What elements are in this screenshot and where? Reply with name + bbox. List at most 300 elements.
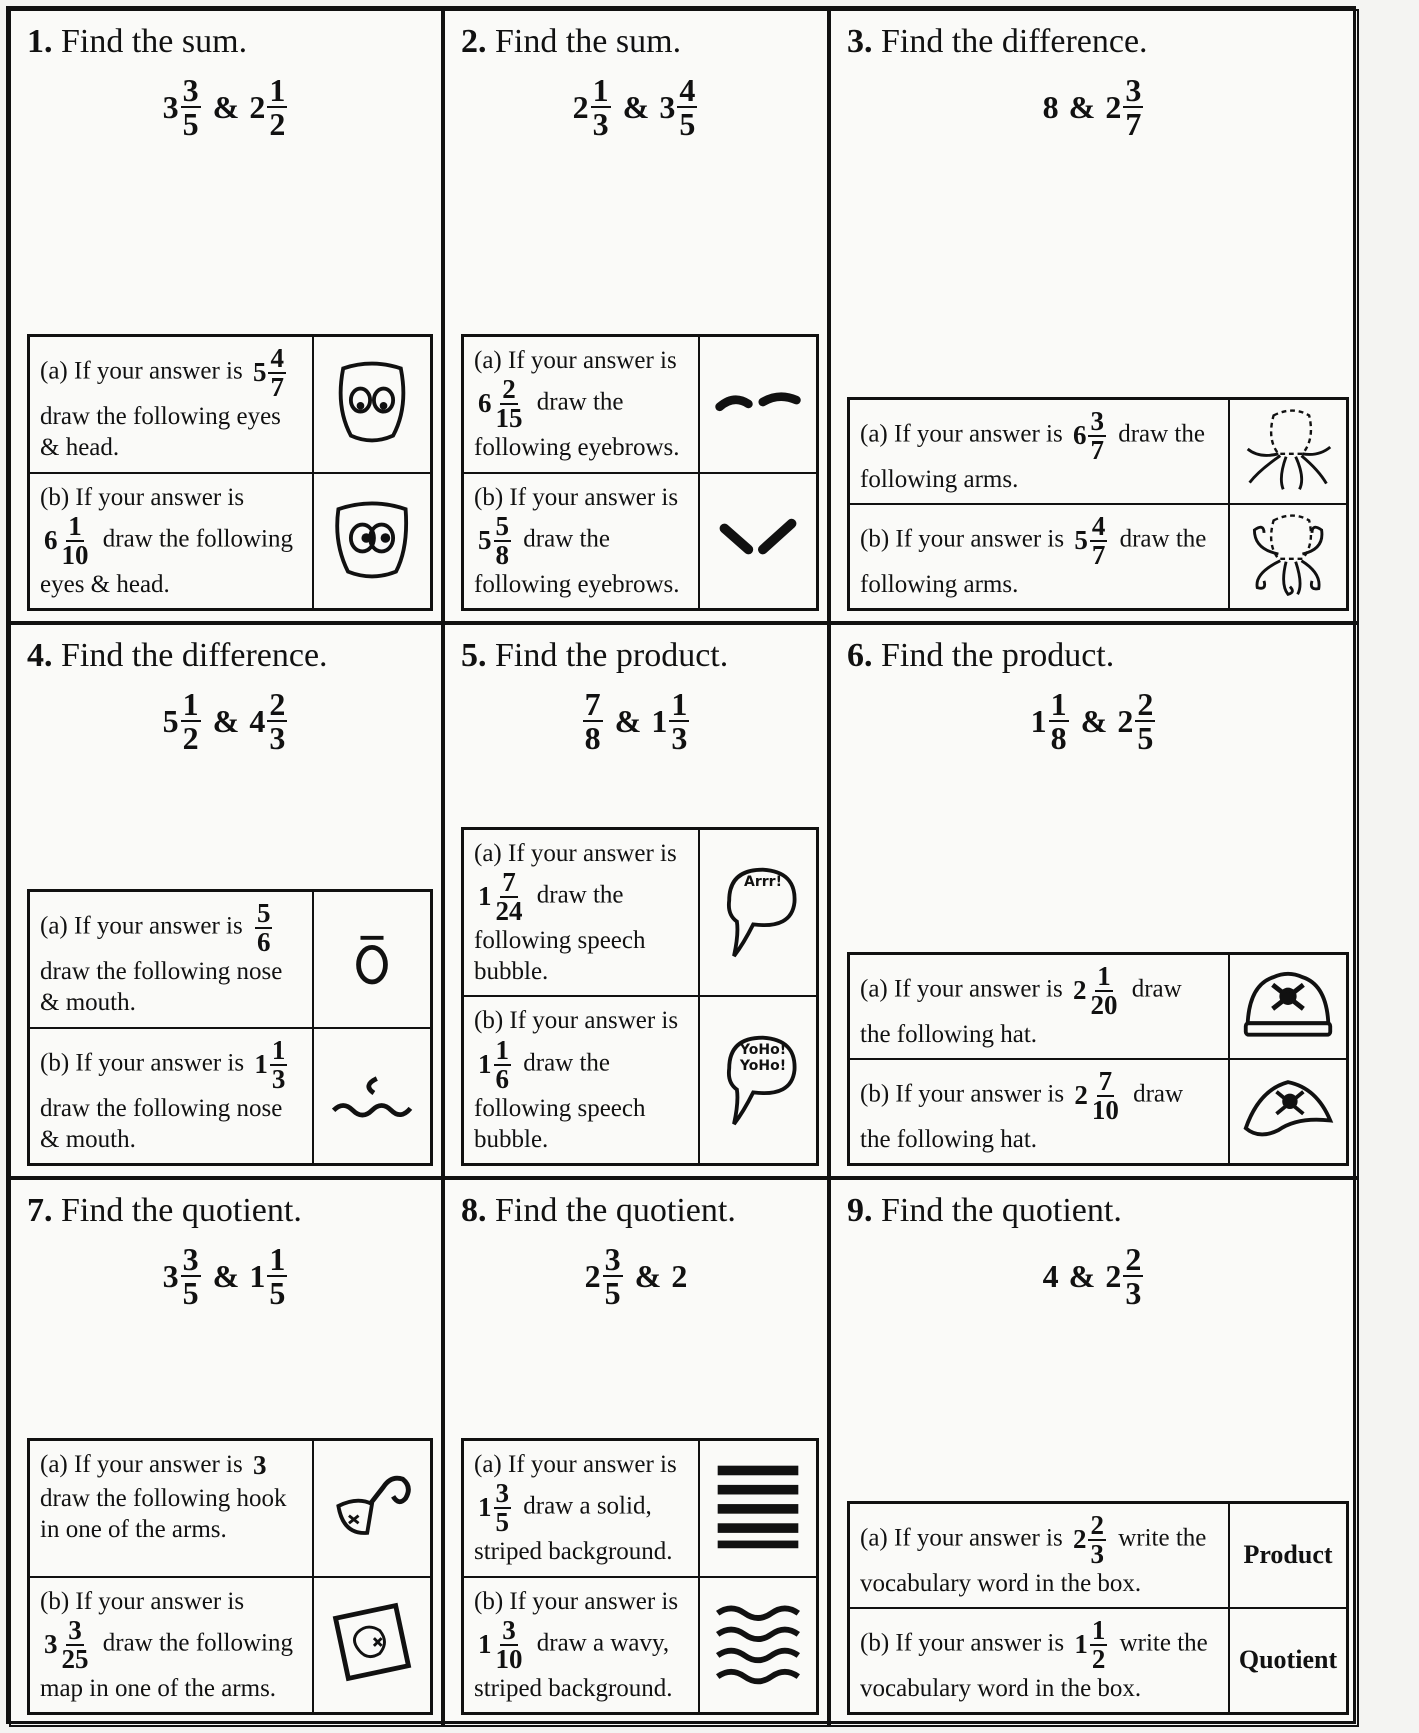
- fraction: [669, 686, 689, 757]
- fraction: [494, 376, 525, 432]
- denominator: 7: [1091, 539, 1106, 570]
- choice-prompt: (b) If your answer is: [474, 1007, 679, 1035]
- mixed-number: [478, 510, 513, 570]
- whole-part: 4: [1042, 1257, 1059, 1294]
- problem-cell-3: [829, 9, 1359, 623]
- choice-b-picture: [313, 473, 431, 610]
- mixed-number: [1074, 1614, 1109, 1674]
- denominator: 3: [1125, 1275, 1142, 1312]
- whole-part: 3: [162, 1257, 179, 1294]
- choice-instruction: write the vocabulary word in the box.: [860, 1524, 1207, 1597]
- choice-a-text: [29, 891, 313, 1028]
- problem-heading: [27, 23, 425, 60]
- mixed-number: [253, 900, 275, 956]
- wavy-mouth-icon: [324, 1045, 420, 1146]
- fraction: [494, 1480, 512, 1536]
- choice-prompt: (b) If your answer is: [40, 483, 245, 511]
- whole-part: 6: [478, 388, 492, 419]
- answer-value: [1074, 1614, 1109, 1674]
- problem-heading: [847, 1192, 1341, 1229]
- answer-value: [1072, 960, 1122, 1020]
- mixed-number: [1030, 686, 1071, 757]
- fraction: [1090, 510, 1108, 570]
- choice-b-text: [849, 1059, 1229, 1164]
- problem-cell-1: [9, 9, 443, 623]
- numerator: 2: [1137, 686, 1154, 723]
- mixed-number: [1105, 1241, 1145, 1312]
- choice-instruction: draw the following eyes & head.: [40, 403, 281, 462]
- choice-instruction: draw the following arms.: [860, 420, 1205, 493]
- answer-value: [478, 1480, 513, 1536]
- mixed-number: [1072, 960, 1122, 1020]
- choice-a-text: [849, 399, 1229, 504]
- answer-value: [1074, 510, 1109, 570]
- numerator: 1: [271, 1034, 286, 1065]
- bubble-text: YoHo! YoHo!: [739, 1041, 787, 1074]
- mixed-number: [1072, 405, 1108, 465]
- mixed-number: [249, 686, 289, 757]
- problem-instruction: Find the product.: [495, 637, 729, 674]
- problem-expression: [27, 72, 425, 143]
- problem-number: 9.: [847, 1192, 873, 1229]
- fraction: [603, 1241, 623, 1312]
- choice-instruction: draw the following map in one of the arms.: [40, 1629, 293, 1702]
- hook-icon: [324, 1458, 420, 1559]
- numerator: 1: [1091, 1614, 1106, 1645]
- problem-expression: [461, 1241, 811, 1312]
- denominator: 10: [1091, 1094, 1119, 1125]
- choice-b-text: [29, 1577, 313, 1714]
- solid-stripes-icon: [710, 1458, 806, 1559]
- fraction: [268, 345, 286, 401]
- choice-prompt: (b) If your answer is: [860, 525, 1071, 553]
- choice-a-picture: [699, 336, 817, 473]
- whole-part: 1: [478, 1628, 492, 1659]
- choice-instruction: draw the following speech bubble.: [474, 881, 646, 985]
- choice-prompt: (a) If your answer is: [40, 1451, 249, 1478]
- numerator: 2: [502, 374, 516, 405]
- numerator: 3: [1090, 405, 1104, 436]
- answer-choices: [847, 952, 1349, 1167]
- mixed-number: [651, 686, 691, 757]
- choice-instruction: draw a solid, striped background.: [474, 1492, 673, 1566]
- numerator: 1: [182, 686, 199, 723]
- numerator: 3: [68, 1614, 82, 1645]
- map-icon: [324, 1594, 420, 1695]
- problem-instruction: Find the quotient.: [881, 1192, 1122, 1229]
- answer-choices: [847, 1501, 1349, 1716]
- problem-heading: [27, 1192, 425, 1229]
- choice-b-picture: [699, 996, 817, 1164]
- mixed-number: [1074, 1065, 1123, 1125]
- numerator: 1: [592, 72, 609, 109]
- mixed-number: [572, 72, 613, 143]
- mixed-number: [478, 1480, 513, 1536]
- fraction: [494, 1614, 525, 1674]
- problem-cell-4: [9, 623, 443, 1178]
- choice-a-picture: [1229, 399, 1347, 504]
- mixed-number: [253, 345, 288, 401]
- wavy-stripes-icon: [710, 1594, 806, 1695]
- whole-part: 1: [1074, 1628, 1088, 1659]
- denominator: 5: [182, 106, 199, 143]
- answer-choices: [461, 1438, 819, 1715]
- choice-a-picture: [699, 829, 817, 997]
- choice-instruction: draw the following hat.: [860, 1080, 1184, 1153]
- whole-part: 2: [1105, 88, 1122, 125]
- denominator: 24: [495, 895, 523, 926]
- whole-part: 1: [478, 1492, 492, 1523]
- problem-heading: [461, 23, 811, 60]
- mixed-number: [478, 866, 527, 926]
- numerator: 4: [679, 72, 696, 109]
- choice-prompt: (a) If your answer is: [474, 1451, 677, 1478]
- fraction: [591, 72, 611, 143]
- pirate-hat-icon: [1240, 956, 1336, 1057]
- choice-instruction: draw a wavy, striped background.: [474, 1629, 673, 1702]
- eyes-head-alt-icon: [324, 490, 420, 591]
- problem-cell-7: [9, 1178, 443, 1727]
- denominator: 8: [1050, 720, 1067, 757]
- problem-expression: [847, 72, 1341, 143]
- problem-instruction: Find the difference.: [61, 637, 328, 674]
- denominator: 6: [256, 927, 271, 957]
- curly-octopus-icon: [1240, 506, 1336, 607]
- problem-cell-6: [829, 623, 1359, 1178]
- problem-instruction: Find the sum.: [61, 23, 248, 60]
- choice-a-picture: [313, 336, 431, 473]
- mixed-number: [1043, 89, 1059, 126]
- numerator: 5: [256, 898, 271, 928]
- mixed-number: [249, 72, 289, 143]
- answer-value: [44, 510, 93, 570]
- mixed-number: [1072, 1509, 1108, 1569]
- whole-part: 6: [44, 524, 58, 555]
- problem-number: 5.: [461, 637, 487, 674]
- problem-number: 3.: [847, 23, 873, 60]
- numerator: 3: [1125, 72, 1142, 109]
- choice-a-text: [463, 1440, 699, 1577]
- mixed-number: [44, 1614, 93, 1674]
- mixed-number: [1117, 686, 1157, 757]
- denominator: 2: [269, 106, 286, 143]
- whole-part: 4: [249, 702, 266, 739]
- choice-b-text: [463, 1577, 699, 1714]
- choice-prompt: (b) If your answer is: [860, 1080, 1071, 1108]
- problem-expression: [461, 72, 811, 143]
- numerator: 1: [671, 686, 688, 723]
- whole-part: 2: [249, 88, 266, 125]
- choice-prompt: (b) If your answer is: [474, 483, 679, 511]
- denominator: 5: [1137, 720, 1154, 757]
- numerator: 7: [502, 866, 516, 897]
- choice-a-text: [29, 336, 313, 473]
- denominator: 8: [584, 720, 601, 757]
- choice-a-picture: [699, 1440, 817, 1577]
- answer-value: [253, 1449, 267, 1483]
- whole-part: 8: [1042, 88, 1059, 125]
- denominator: 5: [679, 106, 696, 143]
- numerator: 3: [495, 1478, 509, 1509]
- answer-value: [478, 510, 513, 570]
- problem-instruction: Find the product.: [881, 637, 1115, 674]
- choice-instruction: draw the following hook in one of the arms.: [40, 1485, 287, 1544]
- numerator: 5: [495, 510, 509, 541]
- choice-b-text: [29, 1028, 313, 1165]
- whole-part: 3: [162, 88, 179, 125]
- fraction: [60, 510, 91, 570]
- answer-value: [1074, 1065, 1123, 1125]
- whole-part: 1: [651, 702, 668, 739]
- ampersand: &: [1068, 1257, 1096, 1294]
- problem-instruction: Find the sum.: [495, 23, 682, 60]
- mixed-number: [478, 376, 527, 432]
- answer-value: [478, 376, 527, 432]
- mixed-number: [249, 1241, 289, 1312]
- numerator: 2: [269, 686, 286, 723]
- choice-instruction: draw the following eyes & head.: [40, 525, 293, 598]
- choice-prompt: (b) If your answer is: [860, 1629, 1071, 1657]
- denominator: 10: [61, 539, 89, 570]
- choice-prompt: (a) If your answer is: [40, 357, 249, 385]
- fraction: [181, 72, 201, 143]
- choice-prompt: (b) If your answer is: [474, 1587, 679, 1615]
- choice-b-picture: [699, 473, 817, 610]
- answer-choices: [461, 334, 819, 611]
- numerator: 1: [269, 1241, 286, 1278]
- mixed-number: [671, 1258, 687, 1295]
- mixed-number: [1043, 1258, 1059, 1295]
- fraction: [60, 1614, 91, 1674]
- mixed-number: [1074, 510, 1109, 570]
- whole-part: 1: [249, 1257, 266, 1294]
- speech-bubble-icon: [710, 1030, 806, 1131]
- whole-part: 3: [659, 88, 676, 125]
- octopus-icon: [1240, 401, 1336, 502]
- problem-expression: [847, 1241, 1341, 1312]
- denominator: 3: [1090, 1538, 1104, 1569]
- choice-a-text: [849, 954, 1229, 1059]
- answer-value: [44, 1614, 93, 1674]
- denominator: 8: [495, 539, 509, 570]
- fraction: [1090, 1065, 1121, 1125]
- fraction: [1123, 72, 1143, 143]
- ampersand: &: [1068, 88, 1096, 125]
- numerator: 7: [1098, 1065, 1113, 1096]
- numerator: 1: [269, 72, 286, 109]
- problem-number: 8.: [461, 1192, 487, 1229]
- mixed-number: [162, 72, 203, 143]
- answer-value: [478, 866, 527, 926]
- denominator: 2: [182, 720, 199, 757]
- ampersand: &: [212, 702, 240, 739]
- fraction: [1090, 1614, 1108, 1674]
- problem-expression: [27, 1241, 425, 1312]
- answer-choices: [27, 334, 433, 611]
- denominator: 3: [592, 106, 609, 143]
- answer-value: [1072, 405, 1108, 465]
- whole-part: 1: [1030, 702, 1047, 739]
- vocabulary-word: Product: [1243, 1540, 1333, 1570]
- ampersand: &: [622, 88, 650, 125]
- mixed-number: [659, 72, 699, 143]
- choice-prompt: (a) If your answer is: [474, 839, 677, 867]
- problem-cell-9: [829, 1178, 1359, 1727]
- fraction: [1088, 1509, 1106, 1569]
- choice-prompt: (a) If your answer is: [40, 912, 249, 940]
- choice-a-picture: [313, 1440, 431, 1577]
- answer-value: [253, 900, 275, 956]
- choice-a-text: [29, 1440, 313, 1577]
- fraction: [494, 510, 512, 570]
- problem-instruction: Find the difference.: [881, 23, 1148, 60]
- whole-part: 2: [1072, 974, 1087, 1005]
- whole-part: 5: [1074, 524, 1088, 555]
- choice-instruction: draw the following eyebrows.: [474, 525, 680, 598]
- choice-b-picture: [313, 1577, 431, 1714]
- choice-prompt: (a) If your answer is: [860, 975, 1069, 1003]
- answer-choices: [27, 1438, 433, 1715]
- problem-expression: [27, 686, 425, 757]
- mixed-number: [478, 1034, 513, 1094]
- mixed-number: [44, 510, 93, 570]
- whole-part: 1: [254, 1048, 268, 1079]
- ampersand: &: [614, 702, 642, 739]
- choice-a-picture: [1229, 1503, 1347, 1608]
- ampersand: &: [212, 88, 240, 125]
- whole-part: 2: [1072, 1523, 1087, 1554]
- bubble-text: Arrr!: [744, 873, 782, 890]
- fraction: [181, 1241, 201, 1312]
- denominator: 5: [269, 1275, 286, 1312]
- problem-instruction: Find the quotient.: [495, 1192, 736, 1229]
- problem-heading: [847, 637, 1341, 674]
- problem-cell-2: [443, 9, 829, 623]
- denominator: 20: [1090, 989, 1118, 1020]
- fraction: [1088, 960, 1119, 1020]
- problem-cell-5: [443, 623, 829, 1178]
- whole-part: 2: [1117, 702, 1134, 739]
- fraction: [1123, 1241, 1143, 1312]
- denominator: 5: [604, 1275, 621, 1312]
- choice-a-text: [463, 336, 699, 473]
- worksheet: [6, 6, 1356, 1724]
- fraction: [677, 72, 697, 143]
- choice-b-picture: [313, 1028, 431, 1165]
- numerator: 3: [182, 72, 199, 109]
- choice-b-text: [849, 1608, 1229, 1713]
- mixed-number: [581, 686, 605, 757]
- denominator: 6: [495, 1063, 509, 1094]
- mixed-number: [253, 1449, 267, 1483]
- choice-b-picture: [1229, 1059, 1347, 1164]
- choice-instruction: write the vocabulary word in the box.: [860, 1629, 1208, 1702]
- problem-number: 7.: [27, 1192, 53, 1229]
- mixed-number: [478, 1614, 527, 1674]
- numerator: 3: [604, 1241, 621, 1278]
- choice-b-picture: [1229, 1608, 1347, 1713]
- denominator: 7: [1125, 106, 1142, 143]
- numerator: 4: [270, 343, 284, 373]
- choice-b-picture: [699, 1577, 817, 1714]
- choice-prompt: (b) If your answer is: [40, 1049, 251, 1077]
- mixed-number: [584, 1241, 625, 1312]
- fraction: [181, 686, 201, 757]
- choice-prompt: (a) If your answer is: [860, 420, 1069, 448]
- denominator: 7: [270, 372, 284, 402]
- denominator: 3: [671, 720, 688, 757]
- ampersand: &: [212, 1257, 240, 1294]
- denominator: 3: [269, 720, 286, 757]
- fraction: [267, 72, 287, 143]
- fraction: [267, 1241, 287, 1312]
- numerator: 1: [495, 1034, 509, 1065]
- numerator: 1: [1050, 686, 1067, 723]
- eyebrows-icon: [710, 354, 806, 455]
- vocabulary-word: Quotient: [1238, 1645, 1338, 1675]
- problem-cell-8: [443, 1178, 829, 1727]
- answer-choices: [847, 397, 1349, 612]
- fraction: [494, 1034, 512, 1094]
- choice-instruction: draw the following arms.: [860, 525, 1207, 598]
- problem-number: 2.: [461, 23, 487, 60]
- numerator: 2: [1125, 1241, 1142, 1278]
- problem-heading: [461, 1192, 811, 1229]
- choice-b-text: [463, 996, 699, 1164]
- denominator: 2: [1091, 1643, 1106, 1674]
- problem-number: 1.: [27, 23, 53, 60]
- eyes-head-icon: [324, 354, 420, 455]
- mixed-number: [1105, 72, 1145, 143]
- answer-value: [478, 1034, 513, 1094]
- numerator: 4: [1091, 510, 1106, 541]
- choice-prompt: (b) If your answer is: [40, 1587, 245, 1615]
- mixed-number: [162, 686, 203, 757]
- denominator: 5: [495, 1507, 509, 1538]
- answer-value: [254, 1034, 289, 1094]
- choice-b-picture: [1229, 504, 1347, 609]
- ampersand: &: [634, 1257, 662, 1294]
- whole-part: 1: [478, 880, 492, 911]
- angry-eyebrows-icon: [710, 490, 806, 591]
- choice-b-text: [849, 504, 1229, 609]
- problem-heading: [27, 637, 425, 674]
- mixed-number: [254, 1034, 289, 1094]
- problem-number: 6.: [847, 637, 873, 674]
- problem-expression: [847, 686, 1341, 757]
- whole-part: 2: [572, 88, 589, 125]
- whole-part: 5: [162, 702, 179, 739]
- answer-value: [253, 345, 288, 401]
- whole-part: 2: [1074, 1079, 1088, 1110]
- whole-part: 6: [1072, 419, 1087, 450]
- choice-instruction: draw the following nose & mouth.: [40, 1094, 283, 1153]
- answer-value: [1072, 1509, 1108, 1569]
- denominator: 25: [61, 1643, 89, 1674]
- whole-part: 2: [671, 1257, 688, 1294]
- choice-a-picture: [313, 891, 431, 1028]
- fraction: [255, 900, 273, 956]
- fraction: [270, 1034, 288, 1094]
- choice-prompt: (a) If your answer is: [860, 1524, 1069, 1552]
- speech-bubble-icon: [710, 862, 806, 963]
- problem-heading: [461, 637, 811, 674]
- choice-a-text: [463, 829, 699, 997]
- fraction: [1049, 686, 1069, 757]
- choice-instruction: draw the following hat.: [860, 975, 1182, 1048]
- whole-part: 3: [252, 1450, 267, 1481]
- problem-instruction: Find the quotient.: [61, 1192, 302, 1229]
